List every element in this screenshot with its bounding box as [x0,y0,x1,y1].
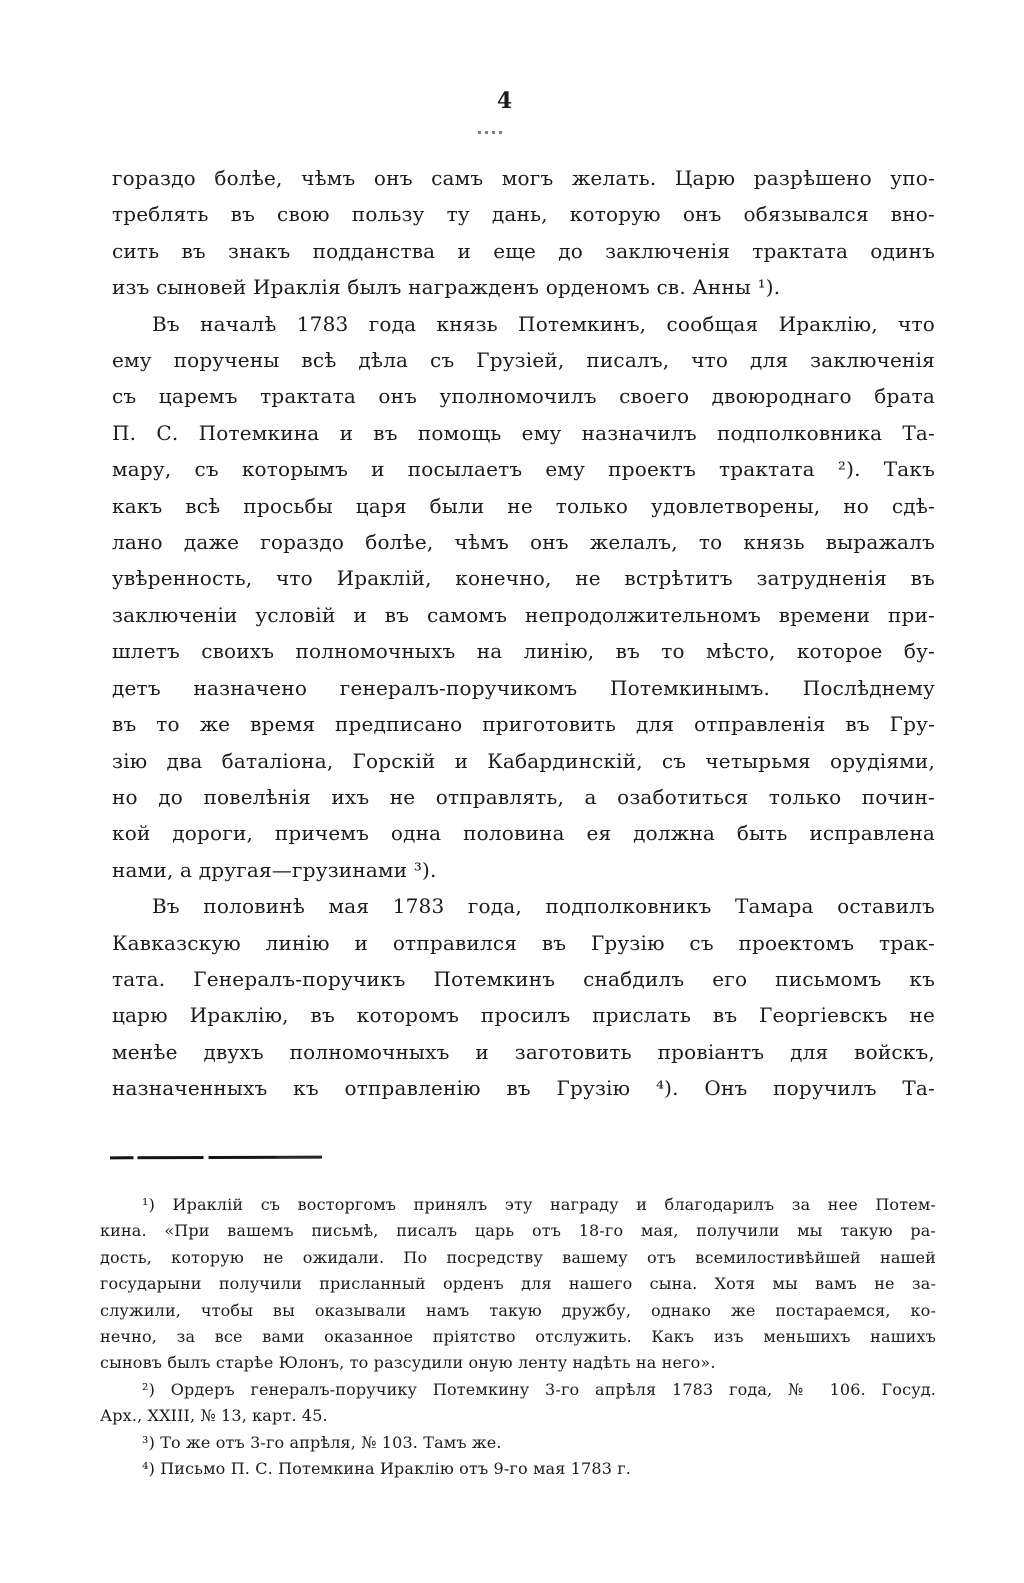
body-line: но до повелѣнія ихъ не отправлять, а озаботиться только почин- [112,784,935,809]
body-line: назначенныхъ къ отправленію въ Грузію ⁴). Онъ поручилъ Та- [112,1076,935,1101]
body-line: какъ всѣ просьбы царя были не только удовлетворены, но сдѣ- [112,493,935,518]
page-number: 4 [496,88,514,114]
body-line: ему поручены всѣ дѣла съ Грузіей, писалъ, что для заключенія [112,348,935,373]
body-line: шлетъ своихъ полномочныхъ на линію, въ то мѣсто, которое бу- [112,639,935,664]
body-line: нами, а другая—грузинами ³). [112,857,437,882]
footnote-line: ³) То же отъ 3-го апрѣля, № 103. Тамъ же. [142,1432,502,1452]
footnotes [100,1192,936,1482]
body-line: Кавказскую линію и отправился въ Грузію съ проектомъ трак- [112,930,935,955]
body-line: Въ началѣ 1783 года князь Потемкинъ, сообщая Ираклію, что [152,311,935,336]
footnote-line: нечно, за все вами оказанное пріятство отслужить. Какъ изъ меньшихъ нашихъ [100,1327,936,1347]
footnote-line: Арх., XXIII, № 13, карт. 45. [100,1406,328,1426]
body-line: детъ назначено генералъ-поручикомъ Потемкинымъ. Послѣднему [112,675,935,700]
footnote-line: служили, чтобы вы оказывали намъ такую дружбу, однако же постараемся, ко- [100,1300,936,1320]
body-line: сить въ знакъ подданства и еще до заключенія трактата одинъ [112,238,935,263]
body-line: гораздо болѣе, чѣмъ онъ самъ могъ желать. Царю разрѣшено упо- [112,166,935,190]
body-line: треблять въ свою пользу ту дань, которую онъ обязывался вно- [112,202,935,227]
body-line: мару, съ которымъ и посылаетъ ему проектъ трактата ²). Такъ [112,457,935,482]
body-line: менѣе двухъ полномочныхъ и заготовить провіантъ для войскъ, [112,1039,935,1064]
footnote-separator-rule [110,1156,322,1160]
footnote-line: дость, которую не ожидали. По посредству вашему отъ всемилостивѣйшей нашей [100,1247,936,1267]
footnote-line: ²) Ордеръ генералъ-поручику Потемкину 3-го апрѣля 1783 года, № 106. Госуд. [142,1379,936,1399]
footnote-line: государыни получили присланный орденъ для нашего сына. Хотя мы вамъ не за- [100,1274,936,1294]
footnote-line: ⁴) Письмо П. С. Потемкина Ираклію отъ 9-го мая 1783 г. [142,1459,632,1479]
footnote-line: кина. «При вашемъ письмѣ, писалъ царь отъ 18-го мая, получили мы такую ра- [100,1221,936,1241]
page-number-smudge [478,131,506,134]
body-line: съ царемъ трактата онъ уполномочилъ своего двоюроднаго брата [112,384,935,409]
body-line: заключеніи условій и въ самомъ непродолжительномъ времени при- [112,602,935,627]
body-line: П. С. Потемкина и въ помощь ему назначилъ подполковника Та- [112,420,935,445]
footnote-line: ¹) Ираклій съ восторгомъ принялъ эту награду и благодарилъ за нее Потем- [142,1195,936,1214]
body-line: зію два баталіона, Горскій и Кабардинскій, съ четырьмя орудіями, [112,748,935,773]
body-line: лано даже гораздо болѣе, чѣмъ онъ желалъ, то князь выражалъ [112,530,935,555]
body-line: Въ половинѣ мая 1783 года, подполковникъ Тамара оставилъ [152,894,935,919]
body-line: тата. Генералъ-поручикъ Потемкинъ снабдилъ его письмомъ къ [112,966,935,991]
footnote-line: сыновъ былъ старѣе Юлонъ, то разсудили оную ленту надѣть на него». [100,1353,716,1373]
body-text [112,160,935,1107]
body-line: увѣренность, что Ираклій, конечно, не встрѣтитъ затрудненія въ [112,566,935,591]
body-line: кой дороги, причемъ одна половина ея должна быть исправлена [112,821,935,846]
body-line: царю Ираклію, въ которомъ просилъ прислать въ Георгіевскъ не [112,1003,935,1028]
body-line: изъ сыновей Ираклія былъ награжденъ орденомъ св. Анны ¹). [112,275,781,300]
body-line: въ то же время предписано приготовить для отправленія въ Гру- [112,712,935,737]
